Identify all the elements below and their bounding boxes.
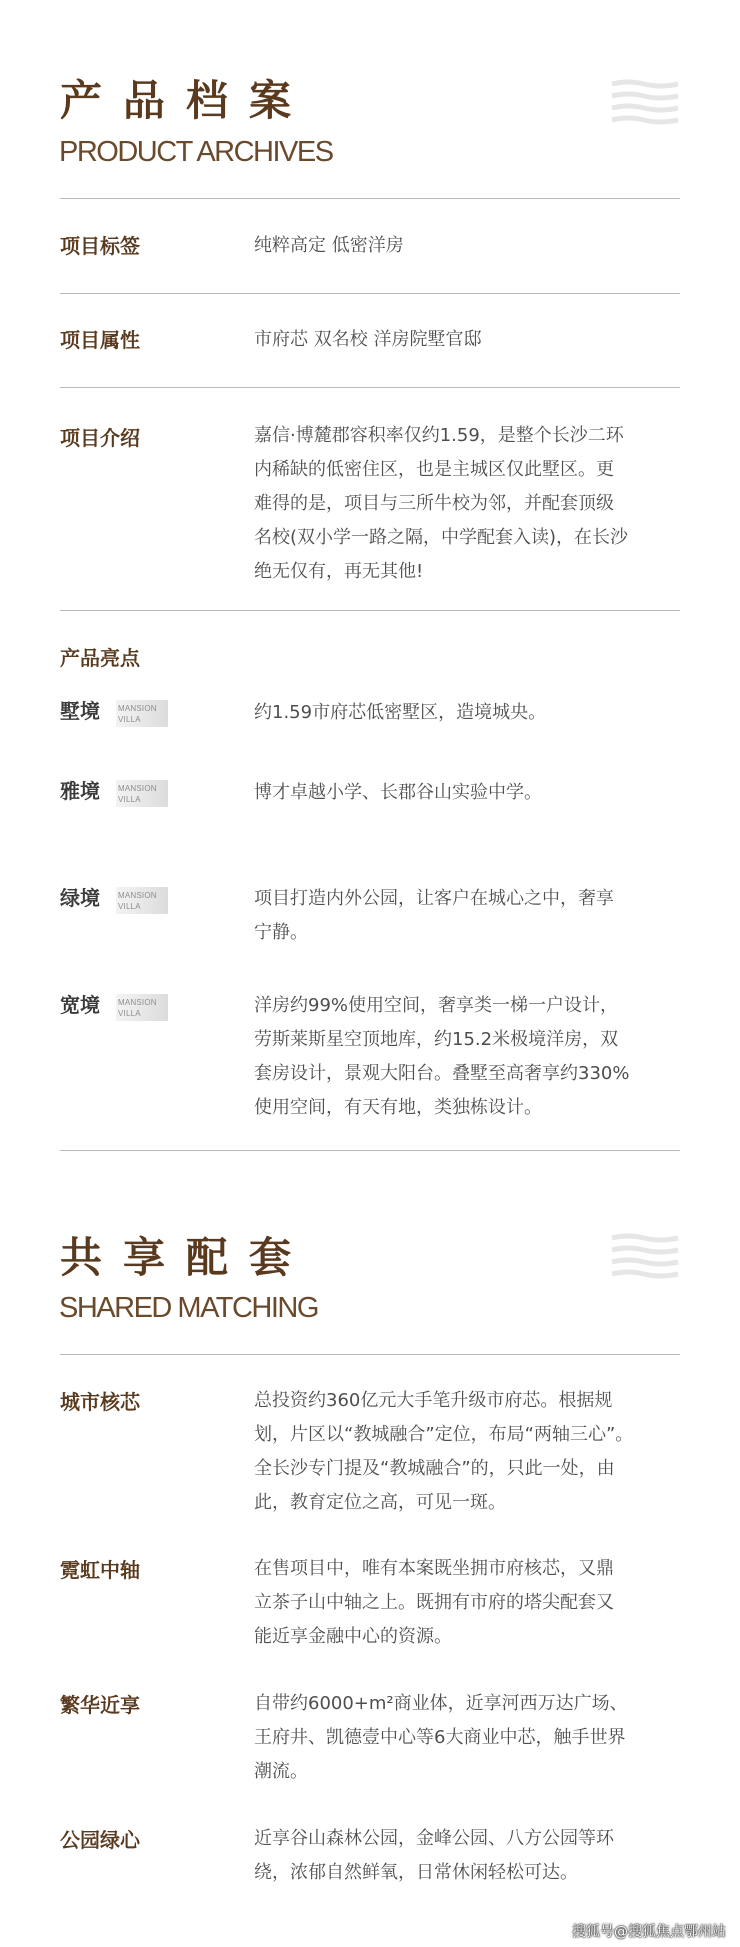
matching-subtitle: SHARED MATCHING <box>59 1292 318 1324</box>
matching-title: 共享配套 <box>60 1233 313 1282</box>
matching-row-label: 繁华近享 <box>60 1693 140 1717</box>
matching-row-text: 自带约6000+m²商业体，近享河西万达广场、 王府井、凯德壹中心等6大商业中芯，触手世界 潮流。 <box>254 1693 628 1782</box>
matching-row-label: 霓虹中轴 <box>60 1558 140 1582</box>
matching-row-text: 在售项目中，唯有本案既坐拥市府核芯，又鼎 立茶子山中轴之上。既拥有市府的塔尖配套又 能近享金融中心的资源。 <box>254 1558 614 1647</box>
archives-row-label: 项目属性 <box>60 328 140 352</box>
divider <box>60 293 680 294</box>
watermark: 搜狐号@搜狐焦点鄂州站 <box>572 1924 726 1940</box>
archives-row-text: 市府芯 双名校 洋房院墅官邸 <box>254 329 482 350</box>
highlight-text: 约1.59市府芯低密墅区，造境城央。 <box>254 702 547 723</box>
divider <box>60 610 680 611</box>
mansion-villa-tag: MANSION VILLA <box>116 887 168 914</box>
divider <box>60 387 680 388</box>
matching-row-label: 公园绿心 <box>60 1828 140 1852</box>
archives-row-label: 项目介绍 <box>60 426 140 450</box>
wave-logo-icon <box>610 78 680 134</box>
highlight-text: 博才卓越小学、长郡谷山实验中学。 <box>254 782 542 803</box>
highlight-label: 墅境 <box>60 699 100 723</box>
divider <box>60 1354 680 1355</box>
highlights-heading: 产品亮点 <box>60 646 140 670</box>
archives-row-label: 项目标签 <box>60 234 140 258</box>
archives-row-text: 纯粹高定 低密洋房 <box>254 235 404 256</box>
matching-row-text: 总投资约360亿元大手笔升级市府芯。根据规 划，片区以“教城融合”定位，布局“两轴三心”。 全长沙专门提及“教城融合”的，只此一处，由 此，教育定位之高，可见一斑。 <box>254 1390 634 1513</box>
matching-row-label: 城市核芯 <box>60 1390 140 1414</box>
divider <box>60 1150 680 1151</box>
archives-row-text: 嘉信·博麓郡容积率仅约1.59，是整个长沙二环 内稀缺的低密住区，也是主城区仅此墅区。更 难得的是，项目与三所牛校为邻，并配套顶级 名校(双小学一路之隔，中学配套入读)，在长沙 绝无仅有，再无其他! <box>254 425 629 582</box>
archives-title: 产品档案 <box>60 76 313 125</box>
divider <box>60 198 680 199</box>
highlight-text: 洋房约99%使用空间，奢享类一梯一户设计， 劳斯莱斯星空顶地库，约15.2米极境洋房，双 套房设计，景观大阳台。叠墅至高奢享约330% 使用空间，有天有地，类独栋设计。 <box>254 995 630 1118</box>
matching-row-text: 近享谷山森林公园，金峰公园、八方公园等环 绕，浓郁自然鲜氧，日常休闲轻松可达。 <box>254 1828 614 1883</box>
highlight-label: 绿境 <box>60 886 100 910</box>
highlight-label: 雅境 <box>60 779 100 803</box>
highlight-text: 项目打造内外公园，让客户在城心之中，奢享 宁静。 <box>254 888 614 943</box>
wave-logo-icon <box>610 1232 680 1288</box>
archives-subtitle: PRODUCT ARCHIVES <box>59 136 333 168</box>
mansion-villa-tag: MANSION VILLA <box>116 994 168 1021</box>
highlight-label: 宽境 <box>60 993 100 1017</box>
mansion-villa-tag: MANSION VILLA <box>116 700 168 727</box>
mansion-villa-tag: MANSION VILLA <box>116 780 168 807</box>
